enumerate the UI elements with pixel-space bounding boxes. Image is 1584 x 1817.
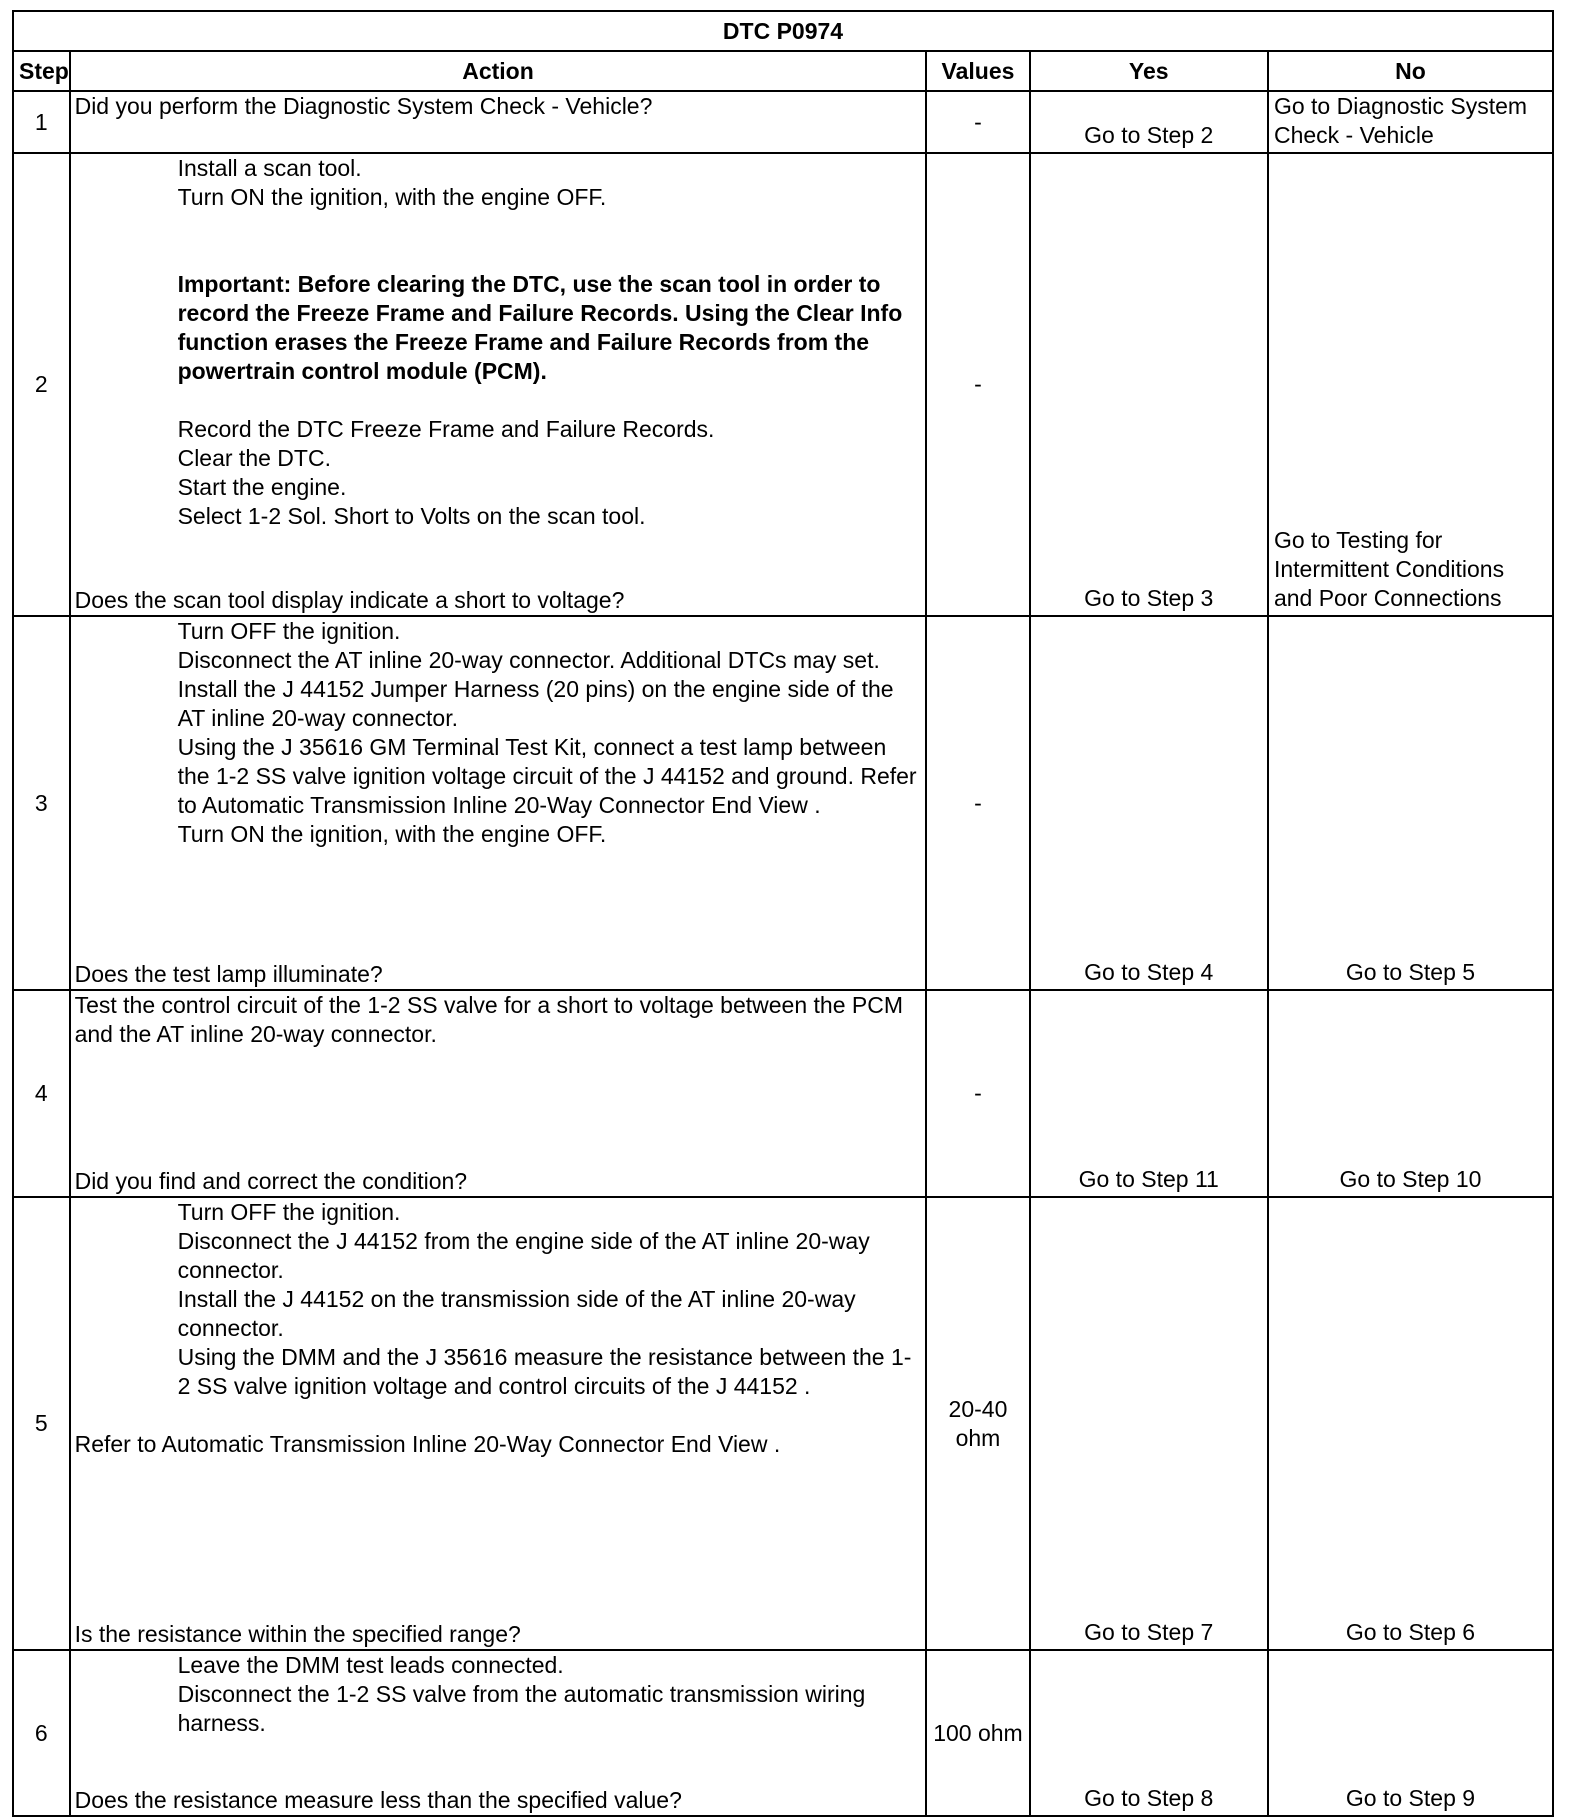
important-note: Important: Before clearing the DTC, use the scan tool in order to record the Freeze Frame and Failure Records. Using the Clear Info function erases the Freeze Frame and Failure Records from the powertrain control module (PCM). <box>177 271 903 384</box>
instruction-line: Turn OFF the ignition. <box>177 1199 401 1225</box>
instruction-line: Clear the DTC. <box>177 445 331 471</box>
no-cell: Go to Step 6 <box>1268 1197 1553 1650</box>
instruction-line: Install the J 44152 Jumper Harness (20 pins) on the engine side of the AT inline 20-way connector. <box>177 676 894 731</box>
action-cell <box>70 616 927 990</box>
step-number: 5 <box>13 1197 70 1650</box>
action-question: Does the resistance measure less than the specified value? <box>74 1787 682 1813</box>
action-cell <box>70 91 927 153</box>
instruction-line: Turn ON the ignition, with the engine OFF. <box>177 184 607 210</box>
action-question: Does the test lamp illuminate? <box>74 961 383 987</box>
yes-cell: Go to Step 3 <box>1030 153 1268 616</box>
instruction-line: Record the DTC Freeze Frame and Failure Records. <box>177 416 715 442</box>
instruction-line: Turn OFF the ignition. <box>177 618 401 644</box>
yes-cell: Go to Step 7 <box>1030 1197 1268 1650</box>
header-no: No <box>1268 51 1553 91</box>
table-row <box>13 91 1553 153</box>
yes-cell: Go to Step 2 <box>1030 91 1268 153</box>
value-cell: - <box>926 153 1029 616</box>
action-text: Test the control circuit of the 1-2 SS valve for a short to voltage between the PCM and the AT inline 20-way connector. <box>74 992 903 1047</box>
table-row <box>13 1197 1553 1650</box>
yes-cell: Go to Step 11 <box>1030 990 1268 1197</box>
instruction-line: Select 1-2 Sol. Short to Volts on the scan tool. <box>177 503 646 529</box>
action-cell <box>70 1197 927 1650</box>
step-number: 3 <box>13 616 70 990</box>
yes-cell: Go to Step 8 <box>1030 1650 1268 1816</box>
value-cell: - <box>926 616 1029 990</box>
header-step: Step <box>13 51 70 91</box>
instruction-line: Using the DMM and the J 35616 measure the resistance between the 1-2 SS valve ignition voltage and control circuits of the J 44152 . <box>177 1344 912 1399</box>
table-title: DTC P0974 <box>13 11 1553 51</box>
header-action: Action <box>70 51 927 91</box>
action-question: Did you find and correct the condition? <box>74 1168 468 1194</box>
no-cell: Go to Step 10 <box>1268 990 1553 1197</box>
action-question: Is the resistance within the specified range? <box>74 1621 521 1647</box>
no-cell: Go to Diagnostic System Check - Vehicle <box>1268 91 1553 153</box>
instruction-line: Disconnect the J 44152 from the engine side of the AT inline 20-way connector. <box>177 1228 870 1283</box>
instruction-line: Disconnect the 1-2 SS valve from the automatic transmission wiring harness. <box>177 1681 866 1736</box>
table-row <box>13 616 1553 990</box>
step-number: 1 <box>13 91 70 153</box>
table-row <box>13 153 1553 616</box>
action-question: Did you perform the Diagnostic System Check - Vehicle? <box>74 93 653 119</box>
no-cell: Go to Testing for Intermittent Conditions and Poor Connections <box>1268 153 1553 616</box>
instruction-line: Install the J 44152 on the transmission side of the AT inline 20-way connector. <box>177 1286 856 1341</box>
table-row <box>13 990 1553 1197</box>
instruction-line: Start the engine. <box>177 474 347 500</box>
instruction-line: Leave the DMM test leads connected. <box>177 1652 564 1678</box>
step-number: 2 <box>13 153 70 616</box>
action-cell <box>70 1650 927 1816</box>
instruction-line: Install a scan tool. <box>177 155 362 181</box>
value-cell: - <box>926 91 1029 153</box>
action-note: Refer to Automatic Transmission Inline 20-Way Connector End View . <box>74 1431 781 1457</box>
instruction-line: Disconnect the AT inline 20-way connector. Additional DTCs may set. <box>177 647 880 673</box>
action-cell <box>70 990 927 1197</box>
instruction-line: Turn ON the ignition, with the engine OFF. <box>177 821 607 847</box>
value-cell: 100 ohm <box>926 1650 1029 1816</box>
header-row <box>13 51 1553 91</box>
no-cell: Go to Step 5 <box>1268 616 1553 990</box>
action-cell <box>70 153 927 616</box>
header-values: Values <box>926 51 1029 91</box>
table-row <box>13 1650 1553 1816</box>
action-question: Does the scan tool display indicate a short to voltage? <box>74 587 625 613</box>
dtc-table <box>12 10 1554 1817</box>
step-number: 4 <box>13 990 70 1197</box>
value-cell: - <box>926 990 1029 1197</box>
value-cell: 20-40 ohm <box>926 1197 1029 1650</box>
step-number: 6 <box>13 1650 70 1816</box>
header-yes: Yes <box>1030 51 1268 91</box>
yes-cell: Go to Step 4 <box>1030 616 1268 990</box>
instruction-line: Using the J 35616 GM Terminal Test Kit, connect a test lamp between the 1-2 SS valve ignition voltage circuit of the J 44152 and ground. Refer to Automatic Transmission Inline 20-Way Connector End View . <box>177 734 917 818</box>
no-cell: Go to Step 9 <box>1268 1650 1553 1816</box>
